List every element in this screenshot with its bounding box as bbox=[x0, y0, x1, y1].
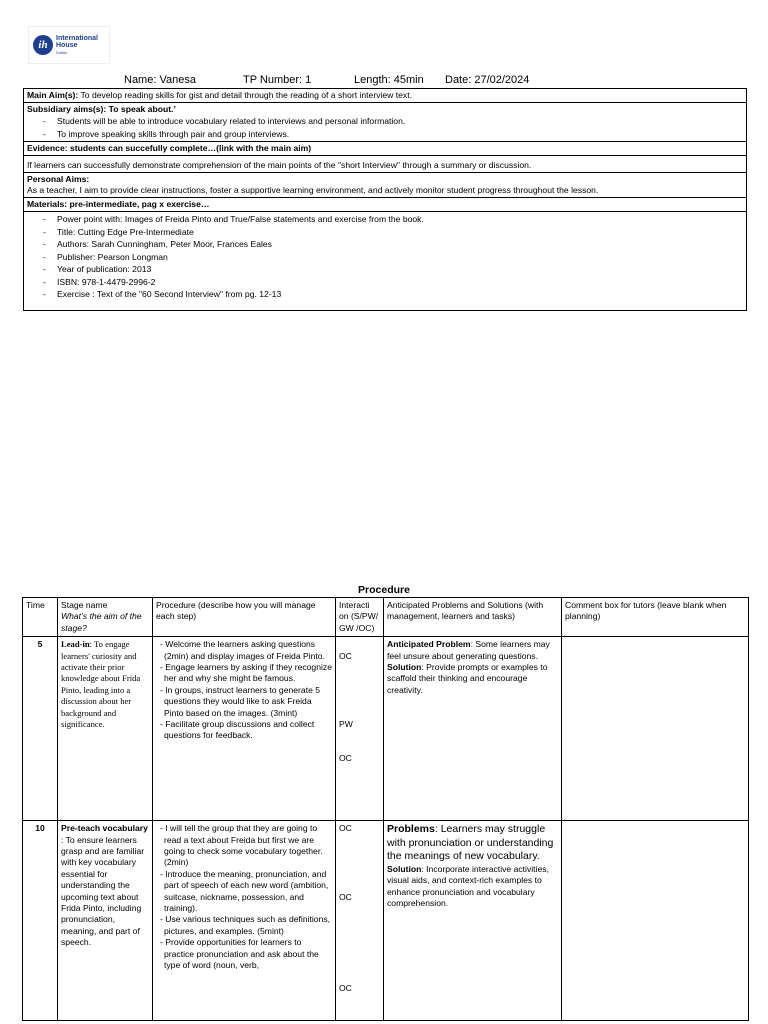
procedure-step: - In groups, instruct learners to generate 5 questions they would like to ask Freida Pinto based on the images. (3mint) bbox=[160, 684, 321, 718]
header-stage bbox=[58, 598, 153, 637]
solution-text: : Incorporate interactive activities, visual aids, and context-rich examples to enhance pronunciation and vocabulary comprehension. bbox=[387, 863, 549, 908]
problem-label: Problems bbox=[387, 823, 435, 836]
evidence-text: If learners can successfully demonstrate comprehension of the main points of the "short Interview" through a summary or discussion. bbox=[24, 156, 747, 173]
materials-label-row bbox=[24, 198, 747, 212]
subsidiary-aim-row bbox=[24, 103, 747, 142]
problem-label: Anticipated Problem bbox=[387, 639, 471, 650]
interaction-cell bbox=[336, 637, 384, 821]
procedure-cell bbox=[153, 637, 336, 821]
stage-aim: : To ensure learners grasp and are familiar with key vocabulary essential for understanding the upcoming text about Frida Pinto, including pronunciation, meaning, and part of speech. bbox=[61, 834, 145, 948]
materials-row bbox=[24, 212, 747, 311]
time-cell: 10 bbox=[23, 821, 58, 1021]
interaction-value: PW bbox=[339, 718, 353, 729]
solution-text: : Provide prompts or examples to scaffold their thinking and encourage creativity. bbox=[387, 662, 548, 695]
evidence-row bbox=[24, 156, 747, 173]
header-interaction: Interacti on (S/PW/ GW /OC) bbox=[336, 598, 384, 637]
header-comment: Comment box for tutors (leave blank when planning) bbox=[562, 598, 749, 637]
procedure-step: - Provide opportunities for learners to practice pronunciation and ask about the type of word (noun, verb, bbox=[160, 937, 319, 971]
time-cell: 5 bbox=[23, 637, 58, 821]
procedure-step: - Facilitate group discussions and collect questions for feedback. bbox=[160, 719, 315, 741]
header-time: Time bbox=[23, 598, 58, 637]
lesson-date: Date: 27/02/2024 bbox=[445, 74, 530, 86]
subsidiary-aim-list bbox=[27, 115, 743, 140]
main-aim-label: Main Aim(s): bbox=[27, 90, 79, 100]
interaction-value: OC bbox=[339, 753, 352, 764]
list-item: - Power point with: Images of Freida Pinto and True/False statements and exercise from the book. bbox=[57, 213, 743, 226]
list-item: - Year of publication: 2013 bbox=[57, 263, 743, 276]
procedure-step: - Engage learners by asking if they recognize her and why she might be famous. bbox=[160, 662, 332, 684]
lesson-length: Length: 45min bbox=[354, 74, 424, 86]
procedure-table bbox=[22, 597, 749, 1021]
logo-line3: Dublin bbox=[56, 49, 68, 55]
procedure-step: - Use various techniques such as definitions, pictures, and examples. (5mint) bbox=[160, 914, 331, 936]
interaction-value: OC bbox=[339, 983, 352, 994]
interaction-value: OC bbox=[339, 891, 352, 902]
table-row bbox=[23, 637, 749, 821]
logo-line1: International bbox=[56, 34, 99, 42]
problem-text: : Learners may struggle with pronunciation or understanding the meanings of new vocabulary. bbox=[387, 823, 554, 863]
procedure-step: - Welcome the learners asking questions (2min) and display images of Freida Pinto. bbox=[160, 639, 325, 661]
list-item: - Students will be able to introduce vocabulary related to interviews and personal information. bbox=[57, 115, 743, 128]
procedure-step: - Introduce the meaning, pronunciation, and part of speech of each new word (ambition, suitcase, nickname, possession, and training). bbox=[160, 868, 329, 914]
solution-label: Solution bbox=[387, 662, 422, 673]
list-item: - Publisher: Pearson Longman bbox=[57, 251, 743, 264]
list-item: - Title: Cutting Edge Pre-Intermediate bbox=[57, 226, 743, 239]
logo-line2: House bbox=[56, 41, 78, 49]
list-item: - ISBN: 978-1-4479-2996-2 bbox=[57, 276, 743, 289]
problems-cell bbox=[384, 821, 562, 1021]
procedure-cell bbox=[153, 821, 336, 1021]
main-aim-text: To develop reading skills for gist and detail through the reading of a short interview text. bbox=[78, 90, 413, 100]
solution-label: Solution bbox=[387, 863, 422, 874]
header-problems: Anticipated Problems and Solutions (with management, learners and tasks) bbox=[384, 598, 562, 637]
stage-title: Lead-in bbox=[61, 639, 90, 650]
interaction-cell bbox=[336, 821, 384, 1021]
problem-text: : Some learners may feel unsure about generating questions. bbox=[387, 639, 550, 661]
procedure-title: Procedure bbox=[358, 584, 410, 596]
header-stage-sub: What’s the aim of the stage? bbox=[61, 611, 142, 633]
interaction-value: OC bbox=[339, 651, 352, 662]
subsidiary-aim-label: Subsidiary aims(s): To speak about.’ bbox=[27, 104, 176, 114]
institution-logo bbox=[28, 26, 110, 64]
header-procedure: Procedure (describe how you will manage each step) bbox=[153, 598, 336, 637]
procedure-header-row bbox=[23, 598, 749, 637]
personal-aims-label: Personal Aims: bbox=[27, 174, 90, 184]
stage-cell bbox=[58, 637, 153, 821]
stage-aim: : To engage learners' curiosity and activate their prior knowledge about Frida Pinto, leading into a discussion about her background and significance. bbox=[61, 639, 141, 730]
evidence-label: Evidence: students can succefully complete…(link with the main aim) bbox=[24, 142, 747, 156]
comment-cell bbox=[562, 821, 749, 1021]
logo-mark: ih bbox=[33, 35, 53, 55]
tp-number: TP Number: 1 bbox=[243, 74, 312, 86]
procedure-step: - I will tell the group that they are going to read a text about Freida but first we are going to check some vocabulary together. (2min) bbox=[160, 823, 323, 868]
comment-cell bbox=[562, 637, 749, 821]
stage-title: Pre-teach vocabulary bbox=[61, 823, 148, 834]
teacher-name: Name: Vanesa bbox=[124, 74, 196, 86]
stage-cell bbox=[58, 821, 153, 1021]
materials-label: Materials: pre-intermediate, pag x exercise… bbox=[24, 198, 747, 212]
list-item: - To improve speaking skills through pair and group interviews. bbox=[57, 128, 743, 141]
lesson-plan-table bbox=[23, 88, 747, 311]
interaction-value: OC bbox=[339, 823, 352, 834]
personal-aims-row bbox=[24, 173, 747, 198]
personal-aims-text: As a teacher, I aim to provide clear instructions, foster a supportive learning environment, and actively monitor student progress throughout the lesson. bbox=[27, 185, 599, 195]
logo-text bbox=[56, 35, 98, 56]
problems-cell bbox=[384, 637, 562, 821]
main-aim-row bbox=[24, 89, 747, 103]
header-stage-label: Stage name bbox=[61, 600, 108, 610]
materials-list bbox=[27, 213, 743, 301]
evidence-label-row bbox=[24, 142, 747, 156]
list-item: - Authors: Sarah Cunningham, Peter Moor, Frances Eales bbox=[57, 238, 743, 251]
table-row bbox=[23, 821, 749, 1021]
list-item: - Exercise : Text of the "60 Second Interview" from pg. 12-13 bbox=[57, 288, 743, 301]
